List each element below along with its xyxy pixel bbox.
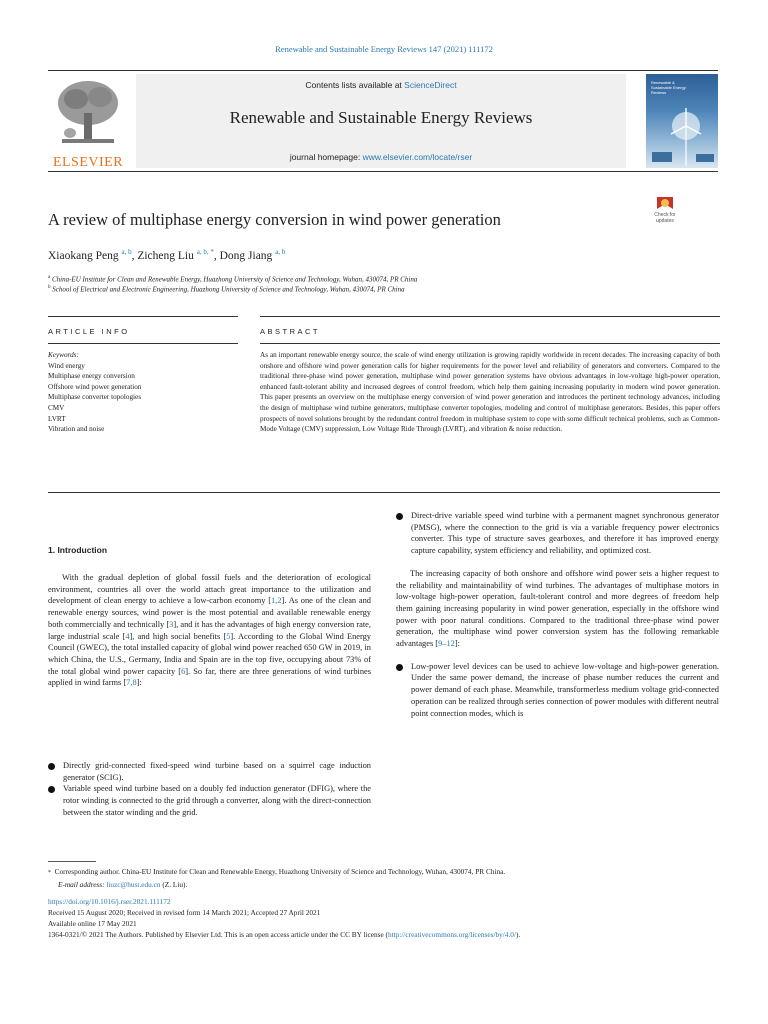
body-text: The increasing capacity of both onshore and offshore wind power sets a higher request to the reliability and maintainability of wind turbines. The advantages of multiphase motors in low-voltage high-power operation, fault-tolerant control and more degrees of freedom help them gaining increasing popularity in wind power generation, especially in the offshore wind power with poor natural conditions. Compared to the traditional three-phase wind power generation, the multiphase wind power conversion system has the following remarkable advantages [ bbox=[396, 568, 719, 649]
keyword-item: Multiphase energy conversion bbox=[48, 372, 135, 381]
keywords-list bbox=[48, 350, 238, 435]
keywords-label: Keywords: bbox=[48, 351, 79, 359]
footnote-mark: * bbox=[48, 870, 51, 876]
keyword-item: Multiphase converter topologies bbox=[48, 393, 142, 402]
body-text: ]. According to the Global Wind Energy Council (GWEC), the total installed capacity of global wind power reached 650 GW in 2019, in which China, the U.S., Germany, India and Spain are in the top five, occupying about 73% of the total global wind power capacity [ bbox=[48, 631, 371, 676]
footnote-text: 1364-0321/© 2021 The Authors. Published by Elsevier Ltd. This is an open access article under the CC BY license ( bbox=[48, 930, 388, 939]
affiliation-text: China-EU Institute for Clean and Renewable Energy, Huazhong University of Science and Technology, Wuhan, 430074, PR China bbox=[51, 275, 418, 284]
turbine-generations-list bbox=[48, 760, 371, 819]
bullet-icon bbox=[48, 763, 55, 770]
email-line bbox=[48, 879, 728, 890]
right-column bbox=[396, 510, 719, 719]
list-item bbox=[48, 760, 371, 783]
footnote-text: Corresponding author. China-EU Institute for Clean and Renewable Energy, Huazhong University of Science and Technology, Wuhan, 430074, PR China. bbox=[54, 867, 506, 876]
author-name[interactable]: Zicheng Liu bbox=[137, 249, 194, 262]
sciencedirect-link[interactable]: ScienceDirect bbox=[404, 80, 457, 90]
license-line bbox=[48, 929, 728, 940]
footnote-text: (Z. Liu). bbox=[162, 880, 188, 889]
license-link[interactable]: http://creativecommons.org/licenses/by/4.0/ bbox=[388, 930, 516, 939]
author-affiliation-marks[interactable]: a, b bbox=[121, 248, 132, 256]
email-link[interactable]: liuzc@hust.edu.cn bbox=[106, 880, 161, 889]
check-for-updates-label[interactable]: Check for updates bbox=[654, 212, 676, 224]
divider bbox=[48, 316, 238, 317]
list-item-text: Low-power level devices can be used to achieve low-voltage and high-power generation. Under the same power demand, the increase of phase number reduces the current and power demand of each phase. Meanwhile, transformerless medium voltage grid-connected operation can be realized through series connection of power modules with different neutral point connection modes, which is bbox=[411, 661, 719, 718]
list-item bbox=[396, 661, 719, 720]
body-text: ]. So far, there are three generations of wind turbines applied in wind farms [ bbox=[48, 666, 371, 688]
article-info-heading: ARTICLE INFO bbox=[48, 327, 130, 336]
homepage-prefix: journal homepage: bbox=[289, 152, 363, 162]
bullet-icon bbox=[48, 786, 55, 793]
abstract-text: As an important renewable energy source, the scale of wind energy utilization is growing rapidly worldwide in recent decades. The increasing capacity of both onshore and offshore wind power generation calls for higher requirements for the power level and reliability of generators and converters. Compared to the traditional three-phase wind power generation, multiphase wind power generation systems have obvious advantages in low-voltage high-power operation, enhanced fault-tolerant ability and increased degrees of control freedom, which help them gaining increasing popularity in modern wind power generation. This paper presents an overview on the multiphase energy conversion of wind power generation and introduces the pertinent technology advances, including the design of multiphase wind turbine generators, multiphase converter topologies, modeling and control of multiphase generators. Besides, this paper offers prospects of novel solutions brought by the redundant control freedom in multiphase system to cope with some difficult technical problems, such as Common-Mode Voltage (CMV) suppression, Low Voltage Ride Through (LVRT), and vibration & noise reduction. bbox=[260, 351, 720, 434]
author-name[interactable]: Dong Jiang bbox=[219, 249, 273, 262]
affiliation-mark: a bbox=[48, 275, 51, 280]
body-text: ]. As one of the clean and renewable energy sources, wind power is the most potential and available renewable energy both commercially and technically [ bbox=[48, 596, 371, 629]
journal-reference[interactable]: Renewable and Sustainable Energy Reviews 147 (2021) 111172 bbox=[275, 44, 493, 54]
abstract-heading: ABSTRACT bbox=[260, 327, 321, 336]
doi-link[interactable]: https://doi.org/10.1016/j.rser.2021.111172 bbox=[48, 897, 171, 906]
list-item bbox=[48, 783, 371, 818]
divider bbox=[260, 343, 720, 344]
citation-link[interactable]: 4 bbox=[125, 631, 130, 641]
elsevier-tree-icon bbox=[52, 77, 124, 149]
citation-link[interactable]: 5 bbox=[226, 631, 231, 641]
email-label: E-mail address: bbox=[58, 880, 105, 889]
publisher-wordmark: ELSEVIER bbox=[52, 155, 124, 170]
keyword-item: Wind energy bbox=[48, 361, 85, 370]
citation-link[interactable]: 6 bbox=[181, 666, 186, 676]
footnote-text: ). bbox=[515, 930, 521, 939]
citation-link[interactable]: 9–12 bbox=[438, 639, 455, 649]
divider bbox=[260, 316, 720, 317]
section-heading-introduction: 1. Introduction bbox=[48, 545, 108, 555]
list-item-text: Direct-drive variable speed wind turbine with a permanent magnet synchronous generator (PMSG), where the connection to the grid is via a variable frequency power electronics converter. This type of structure saves gearboxes, and therefore it has improved energy capture capability, system efficiency and reliability, and optimized cost. bbox=[411, 511, 719, 556]
body-text: ]: bbox=[136, 678, 142, 688]
affiliation-a bbox=[48, 275, 417, 283]
introduction-paragraph bbox=[48, 572, 371, 689]
bullet-icon bbox=[396, 664, 403, 671]
introduction-paragraph bbox=[396, 568, 719, 650]
corresponding-author-note bbox=[48, 866, 728, 879]
keyword-item: CMV bbox=[48, 403, 65, 412]
received-dates: Received 15 August 2020; Received in revised form 14 March 2021; Accepted 27 April 2021 bbox=[48, 908, 321, 917]
body-text: With the gradual depletion of global fossil fuels and the deterioration of ecological environment, countries all over the world attach great importance to the utilization and development of clean energy to achieve a low-carbon economy [ bbox=[48, 573, 371, 606]
masthead-center bbox=[136, 74, 626, 168]
bullet-icon bbox=[396, 513, 403, 520]
author-affiliation-marks[interactable]: a, b bbox=[275, 248, 286, 256]
journal-masthead bbox=[48, 70, 718, 172]
body-text: ]: bbox=[454, 639, 460, 649]
cover-label: Renewable & Sustainable Energy Reviews bbox=[651, 80, 686, 95]
journal-homepage-link[interactable]: www.elsevier.com/locate/rser bbox=[362, 152, 473, 162]
list-item-text: Variable speed wind turbine based on a doubly fed induction generator (DFIG), where the rotor winding is connected to the grid through a converter, along with the direct-connection between the stator winding and the grid. bbox=[63, 784, 371, 817]
author-list: Xiaokang Peng $^{a, b}$, Zicheng Liu $^{a, b, *}$, Dong Jiang $^{a, b}$ bbox=[48, 248, 286, 262]
body-text: ], and high social benefits [ bbox=[129, 631, 227, 641]
paper-title: A review of multiphase energy conversion in wind power generation bbox=[48, 210, 501, 229]
citation-link[interactable]: 7,8 bbox=[126, 678, 137, 688]
divider bbox=[48, 492, 720, 493]
keyword-item: Offshore wind power generation bbox=[48, 382, 142, 391]
affiliation-b bbox=[48, 285, 405, 293]
journal-cover-image[interactable] bbox=[646, 74, 718, 168]
journal-title: Renewable and Sustainable Energy Reviews bbox=[229, 108, 533, 127]
list-item-text: Directly grid-connected fixed-speed wind turbine based on a squirrel cage induction generator (SCIG). bbox=[63, 761, 371, 782]
contents-prefix: Contents lists available at bbox=[305, 80, 405, 90]
elsevier-logo[interactable] bbox=[48, 77, 128, 169]
author-affiliation-marks[interactable]: a, b, * bbox=[196, 248, 214, 256]
divider bbox=[48, 343, 238, 344]
affiliation-mark: b bbox=[48, 285, 51, 290]
author-name[interactable]: Xiaokang Peng bbox=[48, 249, 119, 262]
contents-line bbox=[136, 80, 626, 90]
keyword-item: Vibration and noise bbox=[48, 425, 105, 434]
footnotes bbox=[48, 866, 728, 940]
affiliation-text: School of Electrical and Electronic Engineering, Huazhong University of Science and Technology, Wuhan, 430074, PR China bbox=[52, 285, 405, 294]
online-date: Available online 17 May 2021 bbox=[48, 919, 137, 928]
keyword-item: LVRT bbox=[48, 414, 66, 423]
citation-link[interactable]: 1,2 bbox=[271, 596, 282, 606]
homepage-line bbox=[136, 152, 626, 162]
citation-link[interactable]: 3 bbox=[169, 619, 174, 629]
footnote-divider bbox=[48, 861, 96, 862]
list-item bbox=[396, 510, 719, 557]
body-text: ], and it has the advantages of high energy conversion rate, large industrial scale [ bbox=[48, 619, 371, 641]
